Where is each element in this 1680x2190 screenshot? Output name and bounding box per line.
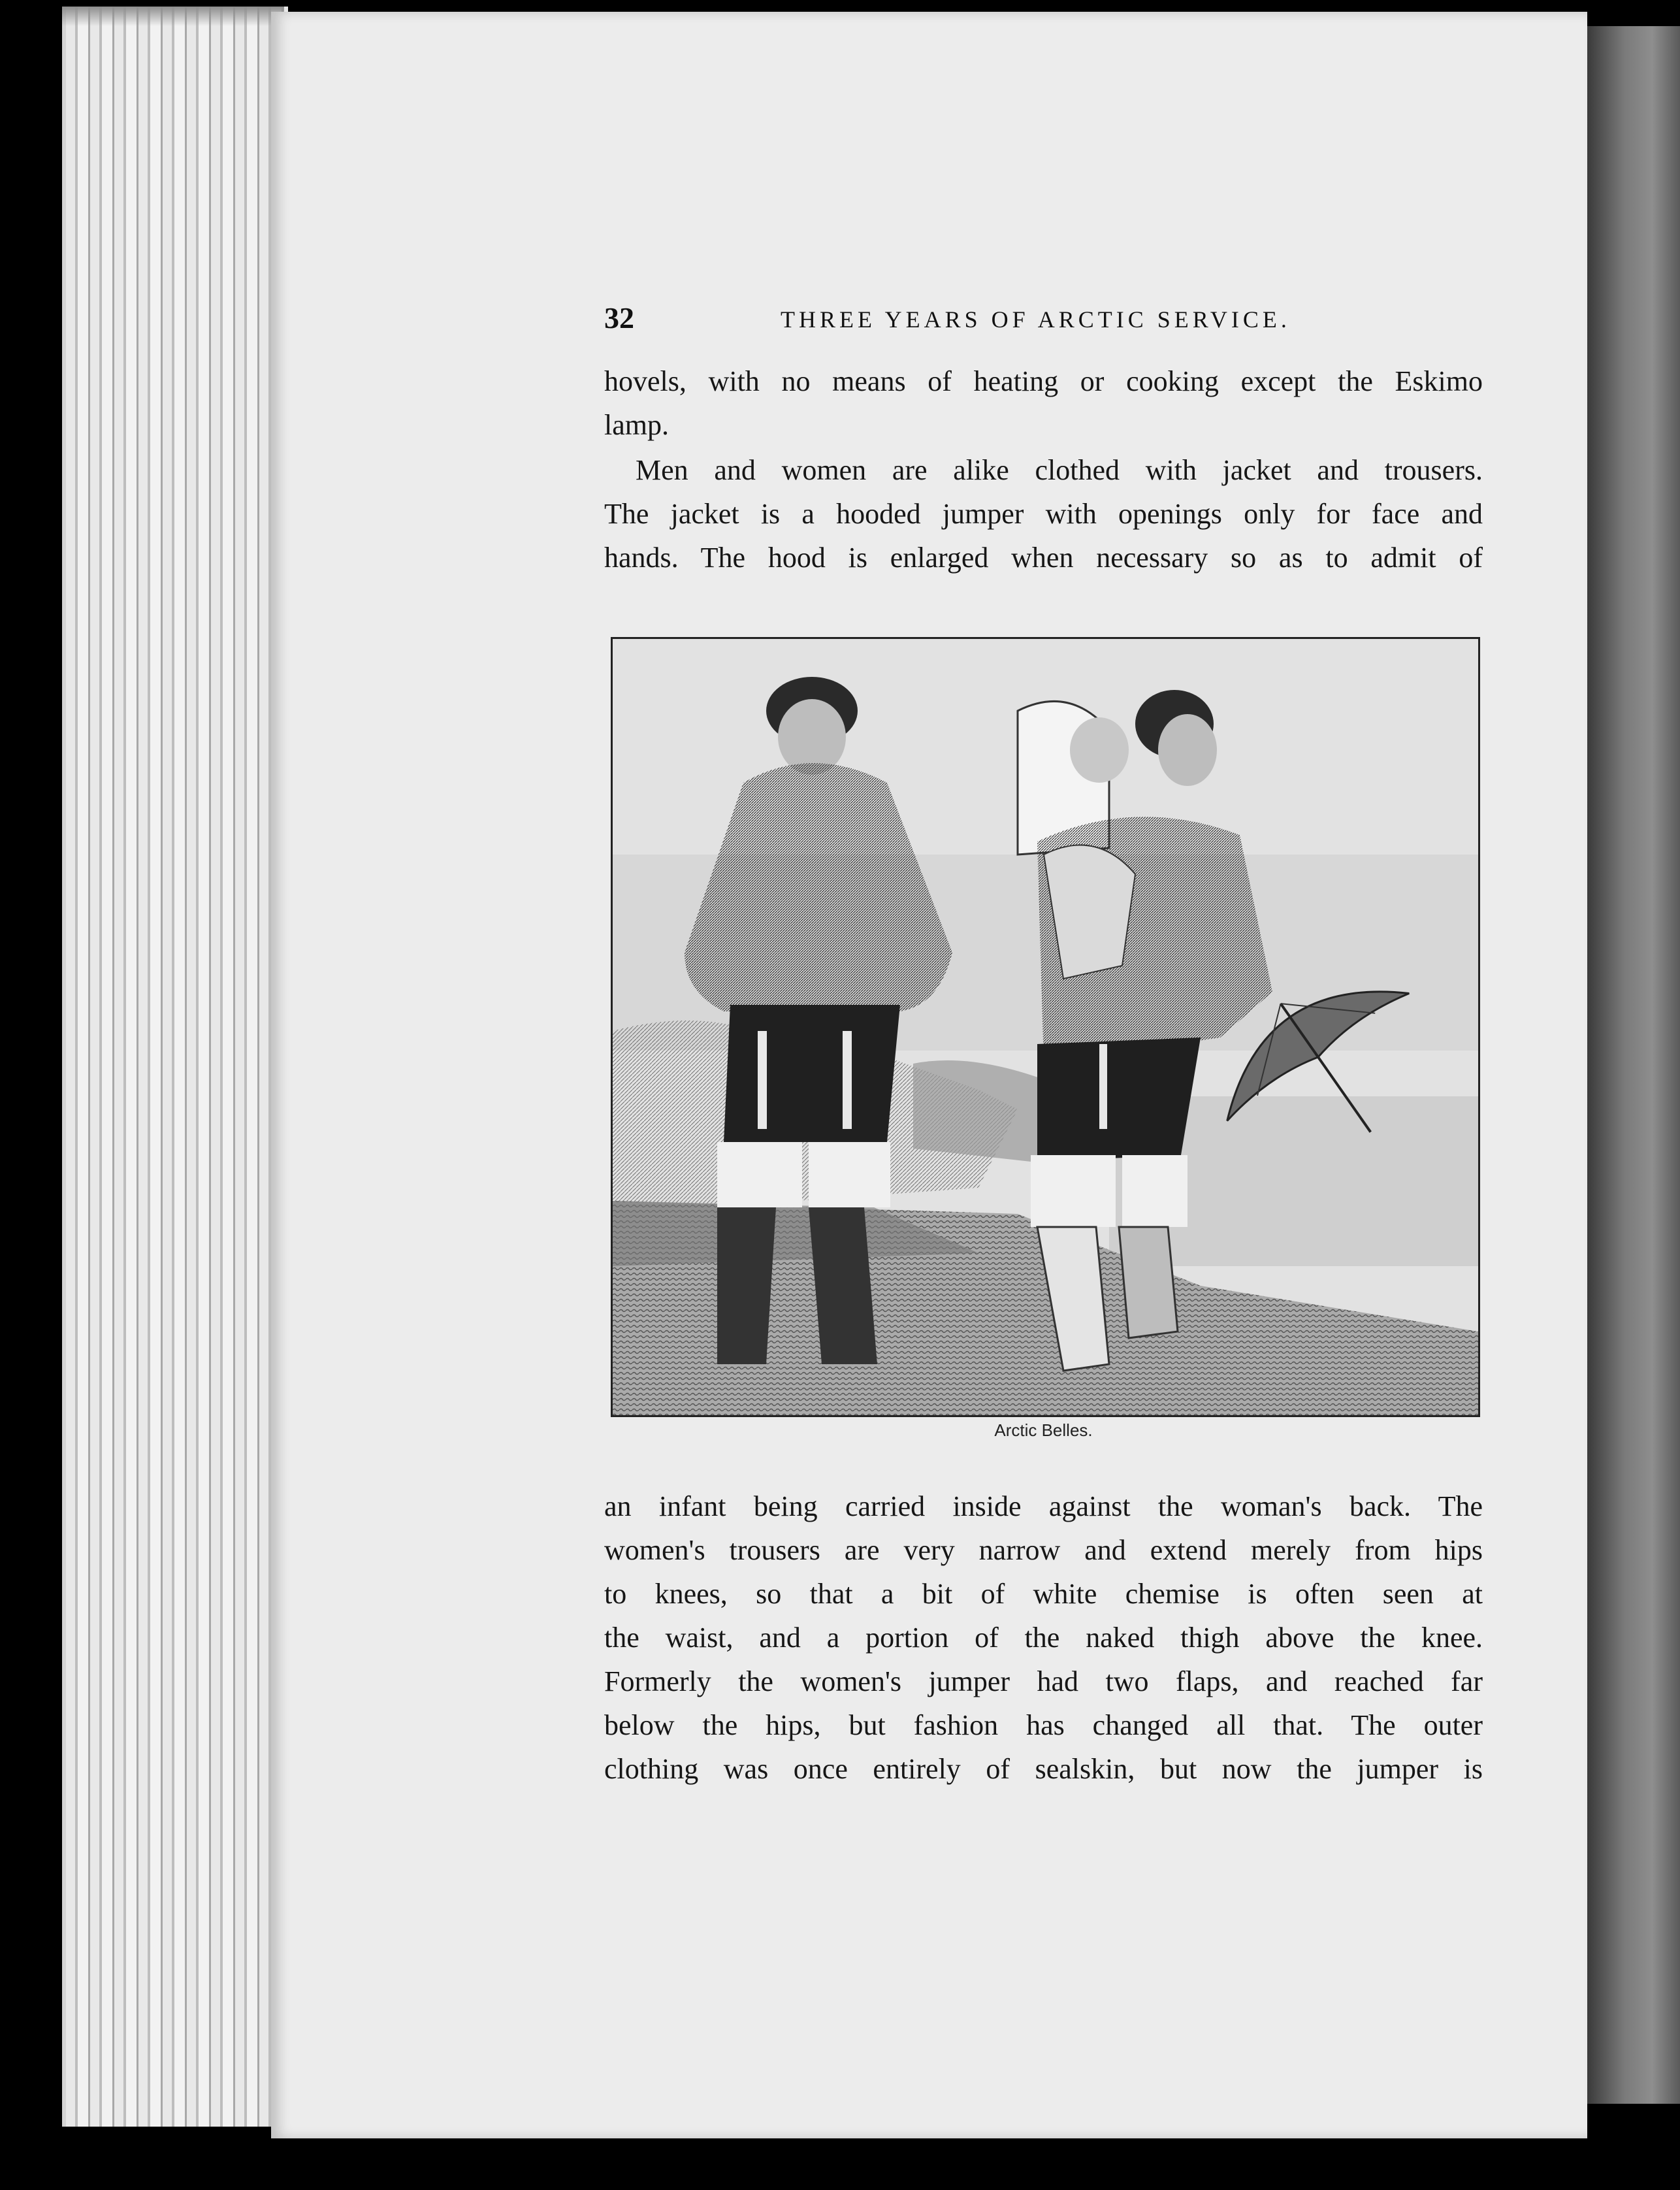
text-line: Formerly the women's jumper had two flaps, and reached far	[604, 1665, 1483, 1697]
page-header	[604, 301, 1483, 340]
text-line: the waist, and a portion of the naked thigh above the knee.	[604, 1622, 1483, 1654]
text-line: lamp.	[604, 409, 669, 441]
paragraph	[604, 1484, 1483, 1791]
text-line: clothing was once entirely of sealskin, but now the jumper is	[604, 1753, 1483, 1785]
facing-page-gutter	[1587, 26, 1680, 2104]
paragraph	[604, 359, 1483, 447]
text-line: women's trousers are very narrow and extend merely from hips	[604, 1534, 1483, 1566]
running-title: THREE YEARS OF ARCTIC SERVICE.	[781, 306, 1291, 333]
text-line: hands. The hood is enlarged when necessary so as to admit of	[604, 542, 1483, 574]
figure-caption: Arctic Belles.	[994, 1420, 1093, 1440]
illustration-arctic-belles	[611, 637, 1480, 1417]
text-line: hovels, with no means of heating or cooking except the Eskimo	[604, 365, 1483, 397]
text-line: Men and women are alike clothed with jacket and trousers.	[636, 454, 1483, 486]
text-line: an infant being carried inside against the woman's back. The	[604, 1490, 1483, 1522]
text-line: The jacket is a hooded jumper with openings only for face and	[604, 498, 1483, 530]
page-stack-edges	[62, 7, 288, 2127]
paragraph	[604, 448, 1483, 580]
engraving-illustration	[613, 639, 1478, 1415]
text-line: below the hips, but fashion has changed all that. The outer	[604, 1709, 1483, 1741]
page-number: 32	[604, 301, 634, 335]
page-stack-shadow	[62, 7, 284, 26]
text-line: to knees, so that a bit of white chemise is often seen at	[604, 1578, 1483, 1610]
